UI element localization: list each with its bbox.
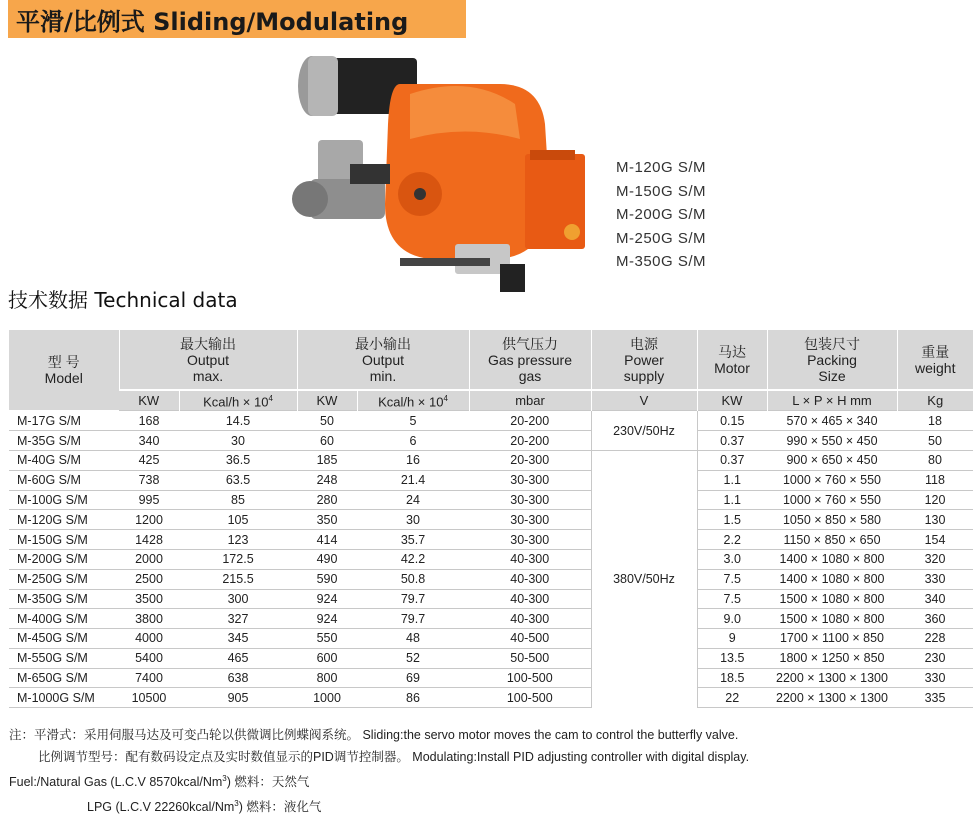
kcal-max-cell: 30 [179,431,297,451]
motor-cell: 22 [697,688,767,708]
size-cell: 1150 × 850 × 650 [767,530,897,550]
unit-kg: Kg [897,390,973,411]
size-cell: 2200 × 1300 × 1300 [767,688,897,708]
kw-min-cell: 185 [297,450,357,470]
page-title: 平滑/比例式 Sliding/Modulating [8,0,466,38]
kw-max-cell: 2000 [119,549,179,569]
kcal-max-cell: 300 [179,589,297,609]
tech-data-table [9,330,973,708]
weight-cell: 80 [897,450,973,470]
model-list-item: M-250G S/M [616,229,707,247]
table-row [9,470,973,490]
model-cell: M-120G S/M [9,510,119,530]
voltage-cell: 230V/50Hz [591,411,697,451]
kcal-min-cell: 24 [357,490,469,510]
kcal-min-cell: 35.7 [357,530,469,550]
pressure-cell: 40-300 [469,589,591,609]
model-list-item: M-150G S/M [616,182,707,200]
kw-min-cell: 248 [297,470,357,490]
kw-min-cell: 414 [297,530,357,550]
header-weight: 重量 weight [897,330,973,390]
voltage-cell: 380V/50Hz [591,450,697,707]
kcal-max-cell: 172.5 [179,549,297,569]
kcal-min-cell: 79.7 [357,609,469,629]
kw-max-cell: 5400 [119,648,179,668]
motor-cell: 3.0 [697,549,767,569]
kcal-min-cell: 6 [357,431,469,451]
model-cell: M-450G S/M [9,629,119,649]
motor-cell: 2.2 [697,530,767,550]
kcal-min-cell: 79.7 [357,589,469,609]
kcal-min-cell: 16 [357,450,469,470]
size-cell: 990 × 550 × 450 [767,431,897,451]
table-row [9,569,973,589]
pressure-cell: 40-500 [469,629,591,649]
kw-min-cell: 600 [297,648,357,668]
model-list [616,156,706,274]
pressure-cell: 50-500 [469,648,591,668]
header-model: 型 号 Model [9,330,119,411]
model-list-item: M-120G S/M [616,159,707,176]
model-cell: M-150G S/M [9,530,119,550]
pressure-cell: 100-500 [469,668,591,688]
kcal-min-cell: 21.4 [357,470,469,490]
kcal-max-cell: 63.5 [179,470,297,490]
header-output-max: 最大输出 Output max. [119,330,297,390]
size-cell: 1500 × 1080 × 800 [767,609,897,629]
motor-cell: 1.1 [697,470,767,490]
kw-min-cell: 490 [297,549,357,569]
model-list-item: M-350G S/M [616,253,707,270]
kcal-max-cell: 638 [179,668,297,688]
kcal-max-cell: 123 [179,530,297,550]
size-cell: 2200 × 1300 × 1300 [767,668,897,688]
pressure-cell: 30-300 [469,470,591,490]
model-list-item: M-200G S/M [616,206,707,223]
motor-cell: 18.5 [697,668,767,688]
section-title: 技术数据 Technical data [8,288,238,312]
weight-cell: 228 [897,629,973,649]
kw-max-cell: 3500 [119,589,179,609]
motor-cell: 1.5 [697,510,767,530]
motor-cell: 9.0 [697,609,767,629]
weight-cell: 50 [897,431,973,451]
size-cell: 1050 × 850 × 580 [767,510,897,530]
kw-min-cell: 1000 [297,688,357,708]
motor-cell: 7.5 [697,589,767,609]
table-row [9,530,973,550]
pressure-cell: 30-300 [469,490,591,510]
note-fuel-lpg: LPG (L.C.V 22260kcal/Nm$^3$) 燃料：液化气 [87,799,322,815]
kcal-max-cell: 345 [179,629,297,649]
model-cell: M-40G S/M [9,450,119,470]
size-cell: 1800 × 1250 × 850 [767,648,897,668]
pressure-cell: 40-300 [469,569,591,589]
size-cell: 570 × 465 × 340 [767,411,897,431]
pressure-cell: 30-300 [469,530,591,550]
kcal-max-cell: 465 [179,648,297,668]
size-cell: 1000 × 760 × 550 [767,470,897,490]
kcal-max-cell: 905 [179,688,297,708]
model-cell: M-650G S/M [9,668,119,688]
kcal-max-cell: 215.5 [179,569,297,589]
table-row [9,668,973,688]
pressure-cell: 20-200 [469,431,591,451]
kw-min-cell: 924 [297,609,357,629]
table-row [9,589,973,609]
kw-max-cell: 340 [119,431,179,451]
model-cell: M-250G S/M [9,569,119,589]
unit-kw-min: KW [297,390,357,411]
header-gas-pressure: 供气压力 Gas pressure gas [469,330,591,390]
size-cell: 1700 × 1100 × 850 [767,629,897,649]
weight-cell: 120 [897,490,973,510]
kw-max-cell: 7400 [119,668,179,688]
unit-mbar: mbar [469,390,591,411]
model-cell: M-400G S/M [9,609,119,629]
model-cell: M-17G S/M [9,411,119,431]
unit-size: L × P × H mm [767,390,897,411]
kw-max-cell: 1200 [119,510,179,530]
kw-min-cell: 350 [297,510,357,530]
kcal-min-cell: 42.2 [357,549,469,569]
motor-cell: 7.5 [697,569,767,589]
weight-cell: 230 [897,648,973,668]
model-cell: M-35G S/M [9,431,119,451]
table-row [9,450,973,470]
kw-max-cell: 995 [119,490,179,510]
kcal-max-cell: 14.5 [179,411,297,431]
pressure-cell: 40-300 [469,549,591,569]
pressure-cell: 20-300 [469,450,591,470]
pressure-cell: 30-300 [469,510,591,530]
weight-cell: 340 [897,589,973,609]
weight-cell: 130 [897,510,973,530]
kcal-max-cell: 105 [179,510,297,530]
table-row [9,609,973,629]
kw-max-cell: 168 [119,411,179,431]
note-fuel-natural-gas: Fuel:/Natural Gas (L.C.V 8570kcal/Nm$^3$) 燃料：天然气 [9,774,310,790]
kcal-min-cell: 69 [357,668,469,688]
kw-max-cell: 425 [119,450,179,470]
size-cell: 1400 × 1080 × 800 [767,569,897,589]
burner-image [290,44,620,304]
weight-cell: 330 [897,569,973,589]
kw-min-cell: 800 [297,668,357,688]
kcal-min-cell: 52 [357,648,469,668]
model-cell: M-100G S/M [9,490,119,510]
header-power: 电源 Power supply [591,330,697,390]
unit-volt: V [591,390,697,411]
model-cell: M-60G S/M [9,470,119,490]
table-row [9,411,973,431]
kcal-min-cell: 30 [357,510,469,530]
pressure-cell: 40-300 [469,609,591,629]
kw-min-cell: 280 [297,490,357,510]
kw-max-cell: 10500 [119,688,179,708]
unit-kcal-min: Kcal/h × $10^4$ [357,390,469,411]
size-cell: 1400 × 1080 × 800 [767,549,897,569]
table-row [9,431,973,451]
weight-cell: 118 [897,470,973,490]
weight-cell: 18 [897,411,973,431]
model-cell: M-200G S/M [9,549,119,569]
kcal-max-cell: 36.5 [179,450,297,470]
table-row [9,688,973,708]
kw-max-cell: 4000 [119,629,179,649]
table-row [9,629,973,649]
kcal-min-cell: 5 [357,411,469,431]
motor-cell: 1.1 [697,490,767,510]
weight-cell: 360 [897,609,973,629]
model-cell: M-350G S/M [9,589,119,609]
kw-min-cell: 60 [297,431,357,451]
kcal-min-cell: 48 [357,629,469,649]
header-motor: 马达 Motor [697,330,767,390]
motor-cell: 0.37 [697,431,767,451]
table-row [9,549,973,569]
header-output-min: 最小输出 Output min. [297,330,469,390]
size-cell: 900 × 650 × 450 [767,450,897,470]
unit-kw-max: KW [119,390,179,411]
pressure-cell: 20-200 [469,411,591,431]
kw-max-cell: 3800 [119,609,179,629]
model-cell: M-550G S/M [9,648,119,668]
kw-max-cell: 738 [119,470,179,490]
table-row [9,510,973,530]
pressure-cell: 100-500 [469,688,591,708]
weight-cell: 330 [897,668,973,688]
kw-min-cell: 50 [297,411,357,431]
kw-min-cell: 590 [297,569,357,589]
motor-cell: 0.15 [697,411,767,431]
kcal-min-cell: 86 [357,688,469,708]
kw-max-cell: 2500 [119,569,179,589]
table-row [9,648,973,668]
size-cell: 1500 × 1080 × 800 [767,589,897,609]
note-sliding: 注：平滑式：采用伺服马达及可变凸轮以供微调比例蝶阀系统。 Sliding:the servo motor moves the cam to control the butterfly valve. [9,728,739,742]
kcal-min-cell: 50.8 [357,569,469,589]
kw-min-cell: 550 [297,629,357,649]
kw-max-cell: 1428 [119,530,179,550]
table-row [9,490,973,510]
notes [9,724,749,818]
unit-motor-kw: KW [697,390,767,411]
motor-cell: 0.37 [697,450,767,470]
note-modulating: 比例调节型号：配有数码设定点及实时数值显示的PID调节控制器。 Modulating:Install PID adjusting controller with digital display. [38,750,750,764]
kcal-max-cell: 85 [179,490,297,510]
header-packing: 包装尺寸 Packing Size [767,330,897,390]
weight-cell: 335 [897,688,973,708]
unit-kcal-max: Kcal/h × $10^4$ [179,390,297,411]
weight-cell: 154 [897,530,973,550]
motor-cell: 9 [697,629,767,649]
size-cell: 1000 × 760 × 550 [767,490,897,510]
motor-cell: 13.5 [697,648,767,668]
model-cell: M-1000G S/M [9,688,119,708]
kcal-max-cell: 327 [179,609,297,629]
kw-min-cell: 924 [297,589,357,609]
weight-cell: 320 [897,549,973,569]
